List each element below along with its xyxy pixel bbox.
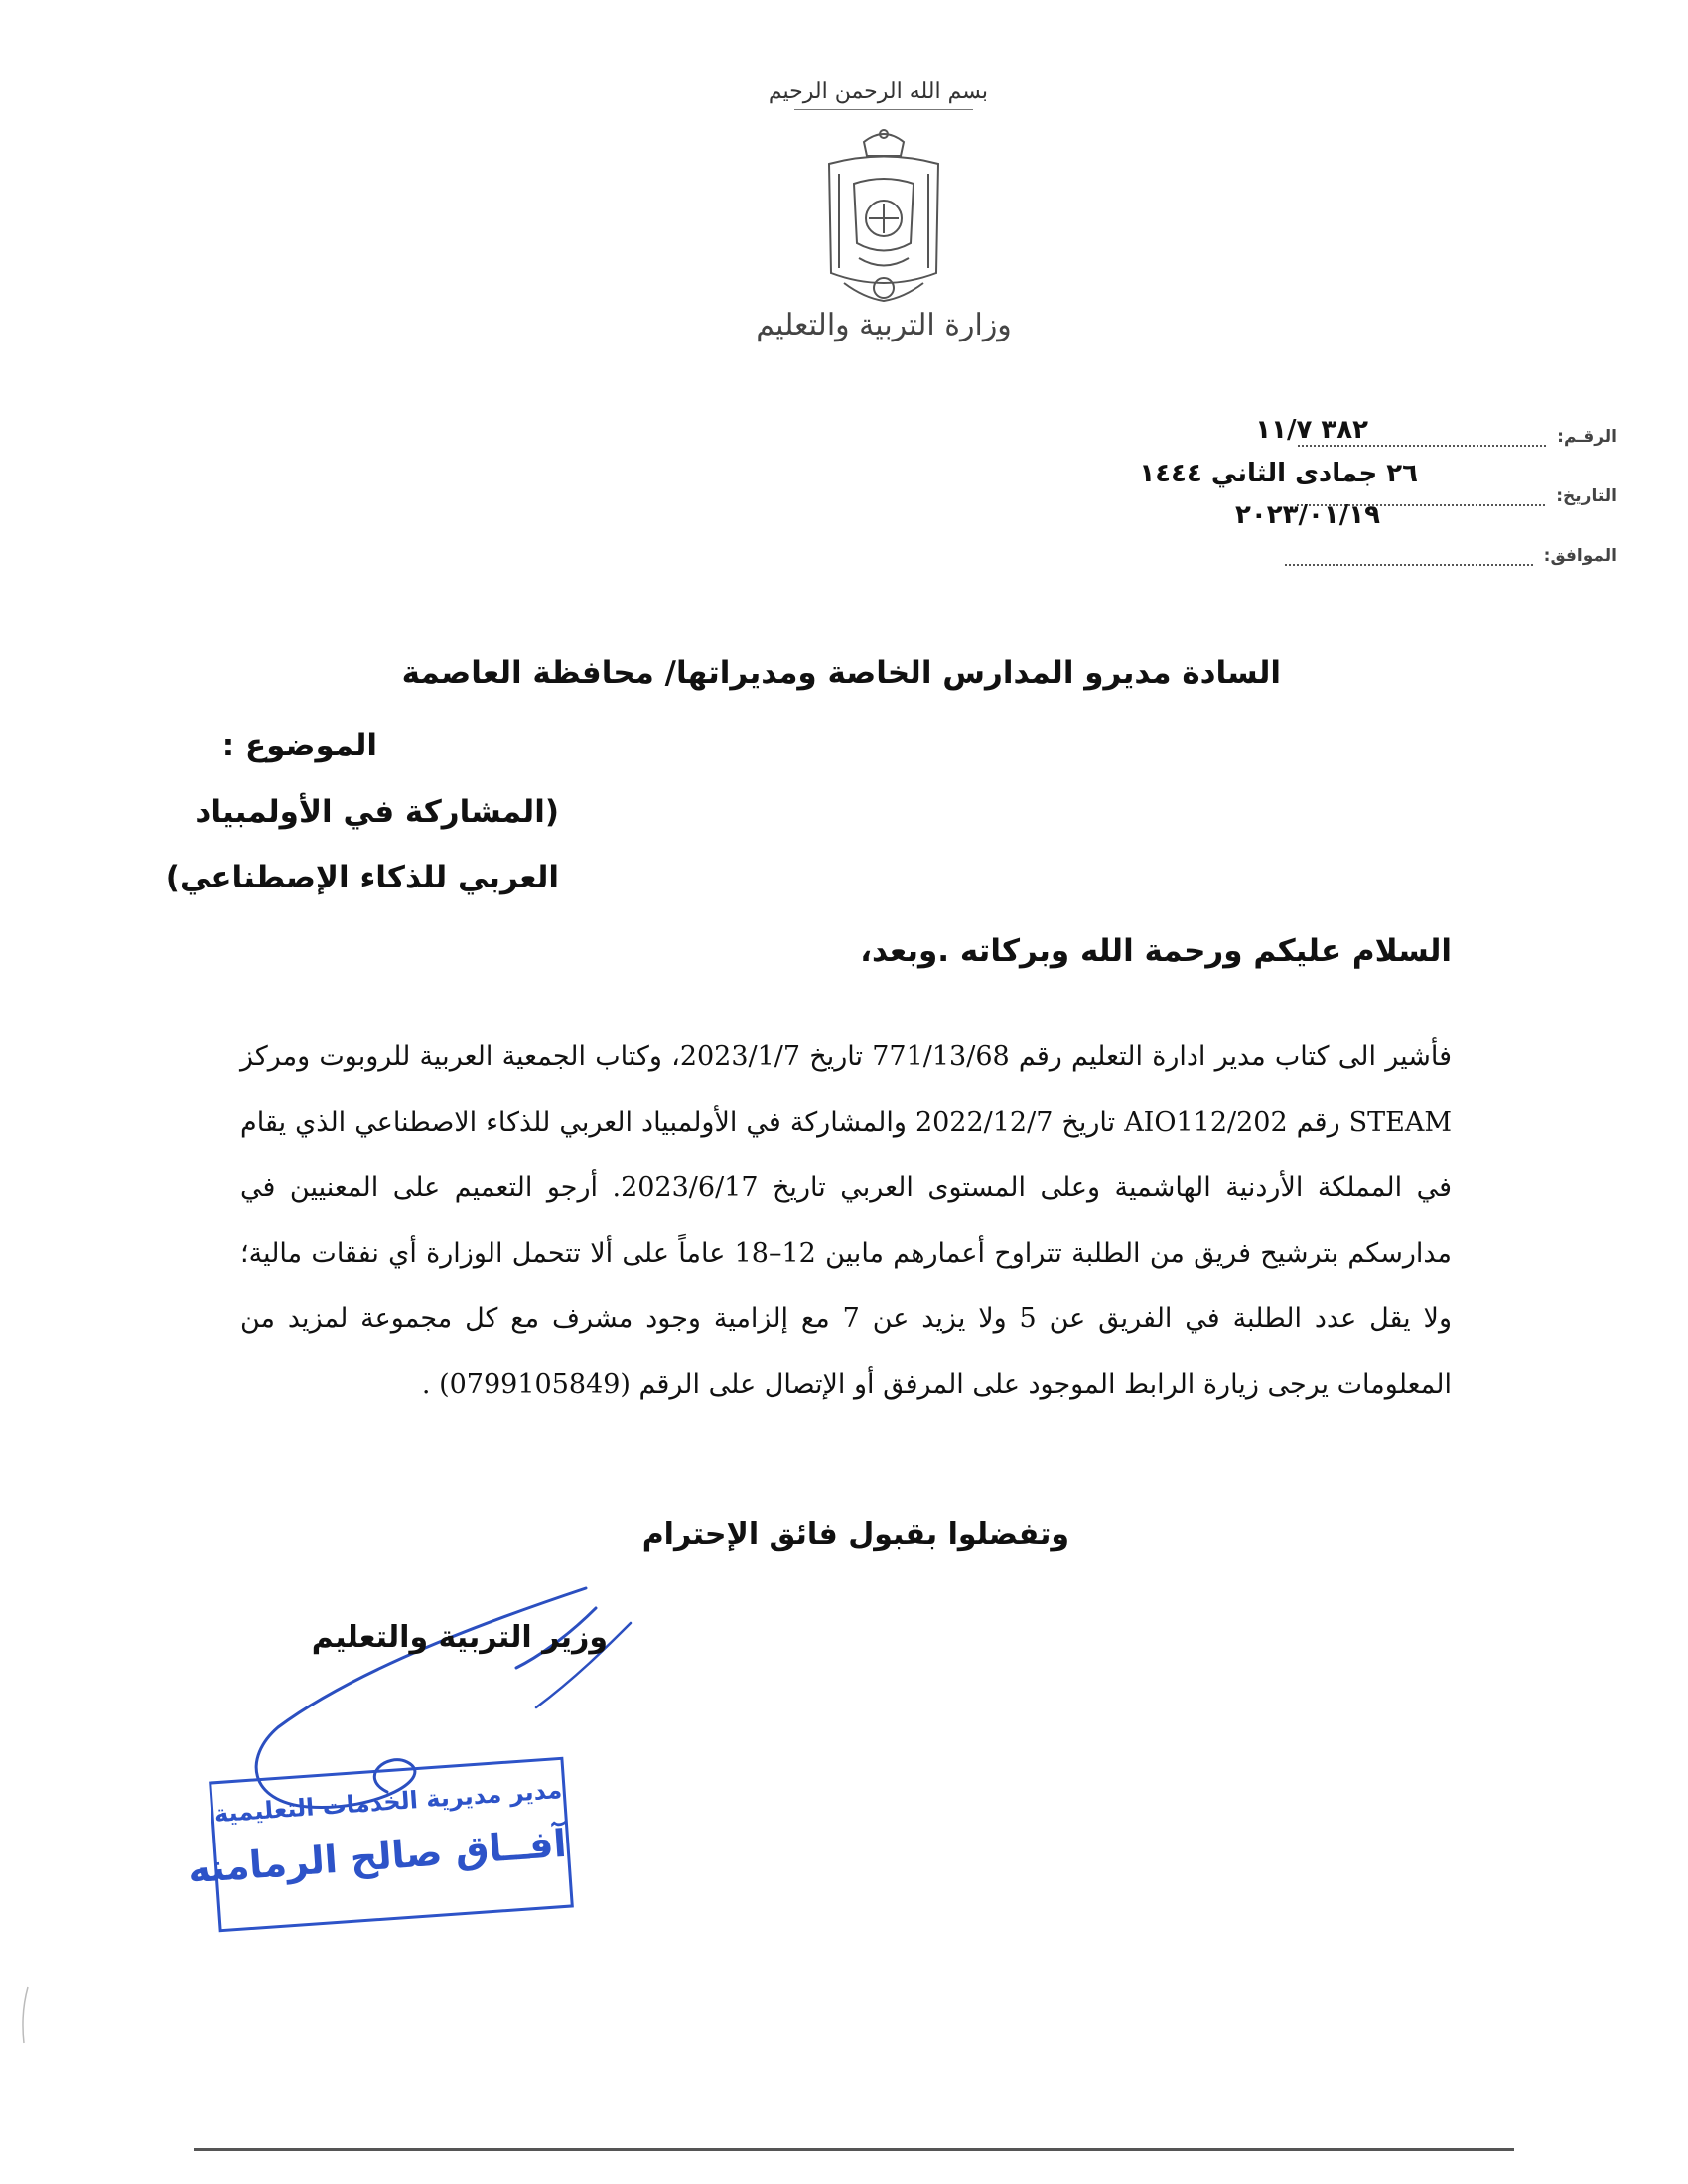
addressee: السادة مديرو المدارس الخاصة ومديراتها/ محافظة العاصمة — [401, 655, 1281, 691]
reference-corresponding-row — [1285, 542, 1617, 578]
stamp-title: مدير مديرية الخدمات التعليمية — [212, 1775, 564, 1829]
subject-line-1: (المشاركة في الأولمبياد — [195, 794, 559, 830]
reference-date-label: التاريخ: — [1556, 486, 1617, 506]
letterhead — [735, 69, 1033, 367]
subject-label: الموضوع : — [221, 728, 377, 763]
reference-corresponding-label: الموافق: — [1543, 546, 1617, 566]
gregorian-date: ٢٠٢٣/٠١/١٩ — [1235, 500, 1380, 530]
body-paragraph: فأشير الى كتاب مدير ادارة التعليم رقم 771/13/68 تاريخ 2023/1/7، وكتاب الجمعية العربية للروبوت ومركز STEAM رقم AIO112/202 تاريخ 2022/12/7 والمشاركة في الأولمبياد العربي للذكاء الاصطناعي الذي يقام في المملكة الأردنية الهاشمية وعلى المستوى العربي تاريخ 2023/6/17. أرجو التعميم على المعنيين في مدارسكم بترشيح فريق من الطلبة تتراوح أعمارهم مابين 12–18 عاماً على ألا تتحمل الوزارة أي نفقات مالية؛ ولا يقل عدد الطلبة في الفريق عن 5 ولا يزيد عن 7 مع إلزامية وجود مشرف مع كل مجموعة لمزيد من المعلومات يرجى زيارة الرابط الموجود على المرفق أو الإتصال على الرقم (0799105849) . — [240, 1041, 1452, 1400]
margin-mark — [20, 1985, 30, 2045]
salutation: السلام عليكم ورحمة الله وبركاته .وبعد، — [860, 933, 1452, 969]
closing-line: وتفضلوا بقبول فائق الإحترام — [641, 1517, 1069, 1552]
reference-corresponding-dots — [1285, 542, 1533, 566]
basmala: بسم الله الرحمن الرحيم — [768, 79, 988, 104]
reference-number-label: الرقـم: — [1557, 427, 1617, 447]
basmala-underline — [794, 109, 973, 110]
subject-line-2: العربي للذكاء الإصطناعي) — [165, 860, 559, 895]
footer-rule — [194, 2148, 1514, 2151]
coat-of-arms-icon — [809, 124, 958, 313]
signatory-title: وزير التربية والتعليم — [311, 1620, 608, 1655]
official-stamp — [186, 1757, 574, 1933]
ministry-name: وزارة التربية والتعليم — [756, 308, 1012, 342]
reference-number-value: ٣٨٢ ١١/٧ — [1255, 415, 1368, 445]
hijri-date: ٢٦ جمادى الثاني ١٤٤٤ — [1139, 459, 1418, 488]
stamp-name: آفــاق صالح الرمامنه — [186, 1821, 568, 1892]
